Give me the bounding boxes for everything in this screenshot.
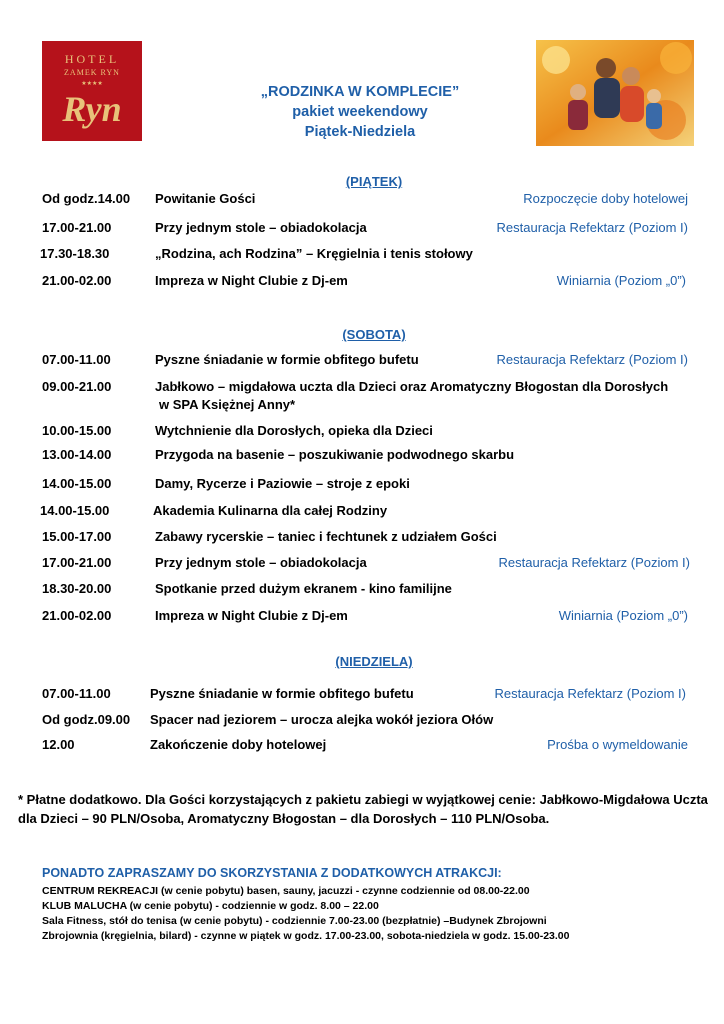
row-desc: Zabawy rycerskie – taniec i fechtunek z udziałem Gości [155, 529, 497, 544]
row-time: 14.00-15.00 [40, 503, 110, 518]
pricing-note: * Płatne dodatkowo. Dla Gości korzystających z pakietu zabiegi w wyjątkowej cenie: Jabłkowo-Migdałowa Uczta dla Dzieci – 90 PLN/Osoba, Aromatyczny Błogostan – dla Dorosłych – 110 PLN/Osoba. [18, 792, 708, 826]
row-desc: Przygoda na basenie – poszukiwanie podwodnego skarbu [155, 447, 515, 462]
schedule-row [0, 447, 724, 465]
row-desc: Zakończenie doby hotelowej [150, 737, 327, 752]
row-time: 07.00-11.00 [42, 352, 111, 367]
row-time: 17.30-18.30 [40, 246, 110, 261]
schedule-row [0, 608, 724, 626]
row-time: 18.30-20.00 [42, 581, 112, 596]
package-title-block [190, 82, 530, 142]
row-time: 17.00-21.00 [42, 220, 112, 235]
schedule-row [0, 555, 724, 573]
row-desc: Spotkanie przed dużym ekranem - kino familijne [155, 581, 452, 596]
row-location: Restauracja Refektarz (Poziom I) [498, 555, 690, 570]
row-desc: Przy jednym stole – obiadokolacja [155, 555, 367, 570]
row-time: 17.00-21.00 [42, 555, 112, 570]
row-desc: „Rodzina, ach Rodzina” – Kręgielnia i tenis stołowy [155, 246, 473, 261]
hotel-logo [42, 41, 142, 141]
schedule-row [0, 379, 724, 415]
row-desc: Impreza w Night Clubie z Dj-em [155, 608, 348, 623]
package-days: Piątek-Niedziela [304, 124, 416, 140]
row-desc: Wytchnienie dla Dorosłych, opieka dla Dzieci [155, 423, 433, 438]
row-desc: Pyszne śniadanie w formie obfitego bufetu [150, 686, 414, 701]
schedule-row [0, 686, 724, 704]
row-desc: Pyszne śniadanie w formie obfitego bufetu [155, 352, 419, 367]
section-saturday-label: (SOBOTA) [342, 327, 406, 342]
schedule-row [0, 581, 724, 599]
schedule-row [0, 737, 724, 755]
row-desc: Damy, Rycerze i Paziowie – stroje z epoki [155, 476, 410, 491]
schedule-row [0, 220, 724, 238]
schedule-row [0, 529, 724, 547]
schedule-row [0, 503, 724, 521]
schedule-row [0, 246, 724, 264]
row-desc: Akademia Kulinarna dla całej Rodziny [153, 503, 388, 518]
row-desc-continued: w SPA Księżnej Anny* [159, 397, 296, 412]
row-time: 21.00-02.00 [42, 608, 112, 623]
row-location: Prośba o wymeldowanie [547, 737, 688, 752]
family-photo [536, 40, 694, 146]
row-time: Od godz.09.00 [42, 712, 131, 727]
schedule-row [0, 191, 724, 209]
extras-line: Sala Fitness, stół do tenisa (w cenie pobytu) - codziennie 7.00-23.00 (bezpłatnie) –Budynek Zbrojowni [42, 915, 547, 927]
row-location: Restauracja Refektarz (Poziom I) [496, 352, 688, 367]
row-location: Winiarnia (Poziom „0”) [558, 608, 688, 623]
schedule-row [0, 423, 724, 441]
package-title: „RODZINKA W KOMPLECIE” [260, 84, 460, 100]
logo-mark: Ryn [62, 89, 122, 129]
logo-stars: ★★★★ [81, 80, 103, 87]
row-time: 09.00-21.00 [42, 379, 112, 394]
row-time: 14.00-15.00 [42, 476, 112, 491]
row-time: 21.00-02.00 [42, 273, 112, 288]
row-desc: Impreza w Night Clubie z Dj-em [155, 273, 348, 288]
logo-line2: ZAMEK RYN [64, 68, 120, 77]
extras-line: Zbrojownia (kręgielnia, bilard) - czynne w piątek w godz. 17.00-23.00, sobota-niedziela w godz. 15.00-23.00 [42, 930, 570, 942]
schedule-row [0, 273, 724, 291]
row-time: Od godz.14.00 [42, 191, 131, 206]
extras-line: KLUB MALUCHA (w cenie pobytu) - codziennie w godz. 8.00 – 22.00 [42, 900, 379, 912]
row-location: Restauracja Refektarz (Poziom I) [494, 686, 686, 701]
row-time: 07.00-11.00 [42, 686, 111, 701]
row-time: 12.00 [42, 737, 75, 752]
schedule-row [0, 476, 724, 494]
logo-line1: HOTEL [64, 52, 120, 66]
family-photo-graphic [536, 40, 694, 146]
row-desc: Przy jednym stole – obiadokolacja [155, 220, 367, 235]
package-subtitle: pakiet weekendowy [292, 104, 428, 120]
row-time: 10.00-15.00 [42, 423, 112, 438]
schedule-row [0, 352, 724, 370]
section-sunday-label: (NIEDZIELA) [335, 654, 413, 669]
row-time: 13.00-14.00 [42, 447, 112, 462]
schedule-row [0, 712, 724, 730]
logo-graphic [42, 41, 142, 141]
row-desc: Spacer nad jeziorem – urocza alejka wokół jeziora Ołów [150, 712, 494, 727]
extras-heading: PONADTO ZAPRASZAMY DO SKORZYSTANIA Z DODATKOWYCH ATRAKCJI: [42, 866, 502, 880]
extras-line: CENTRUM REKREACJI (w cenie pobytu) basen, sauny, jacuzzi - czynne codziennie od 08.00-22.00 [42, 885, 530, 897]
row-location: Rozpoczęcie doby hotelowej [523, 191, 688, 206]
row-desc: Powitanie Gości [155, 191, 256, 206]
row-time: 15.00-17.00 [42, 529, 112, 544]
row-location: Restauracja Refektarz (Poziom I) [496, 220, 688, 235]
row-desc: Jabłkowo – migdałowa uczta dla Dzieci oraz Aromatyczny Błogostan dla Dorosłych [155, 379, 669, 394]
section-friday-label: (PIĄTEK) [345, 174, 403, 189]
row-location: Winiarnia (Poziom „0”) [556, 273, 686, 288]
